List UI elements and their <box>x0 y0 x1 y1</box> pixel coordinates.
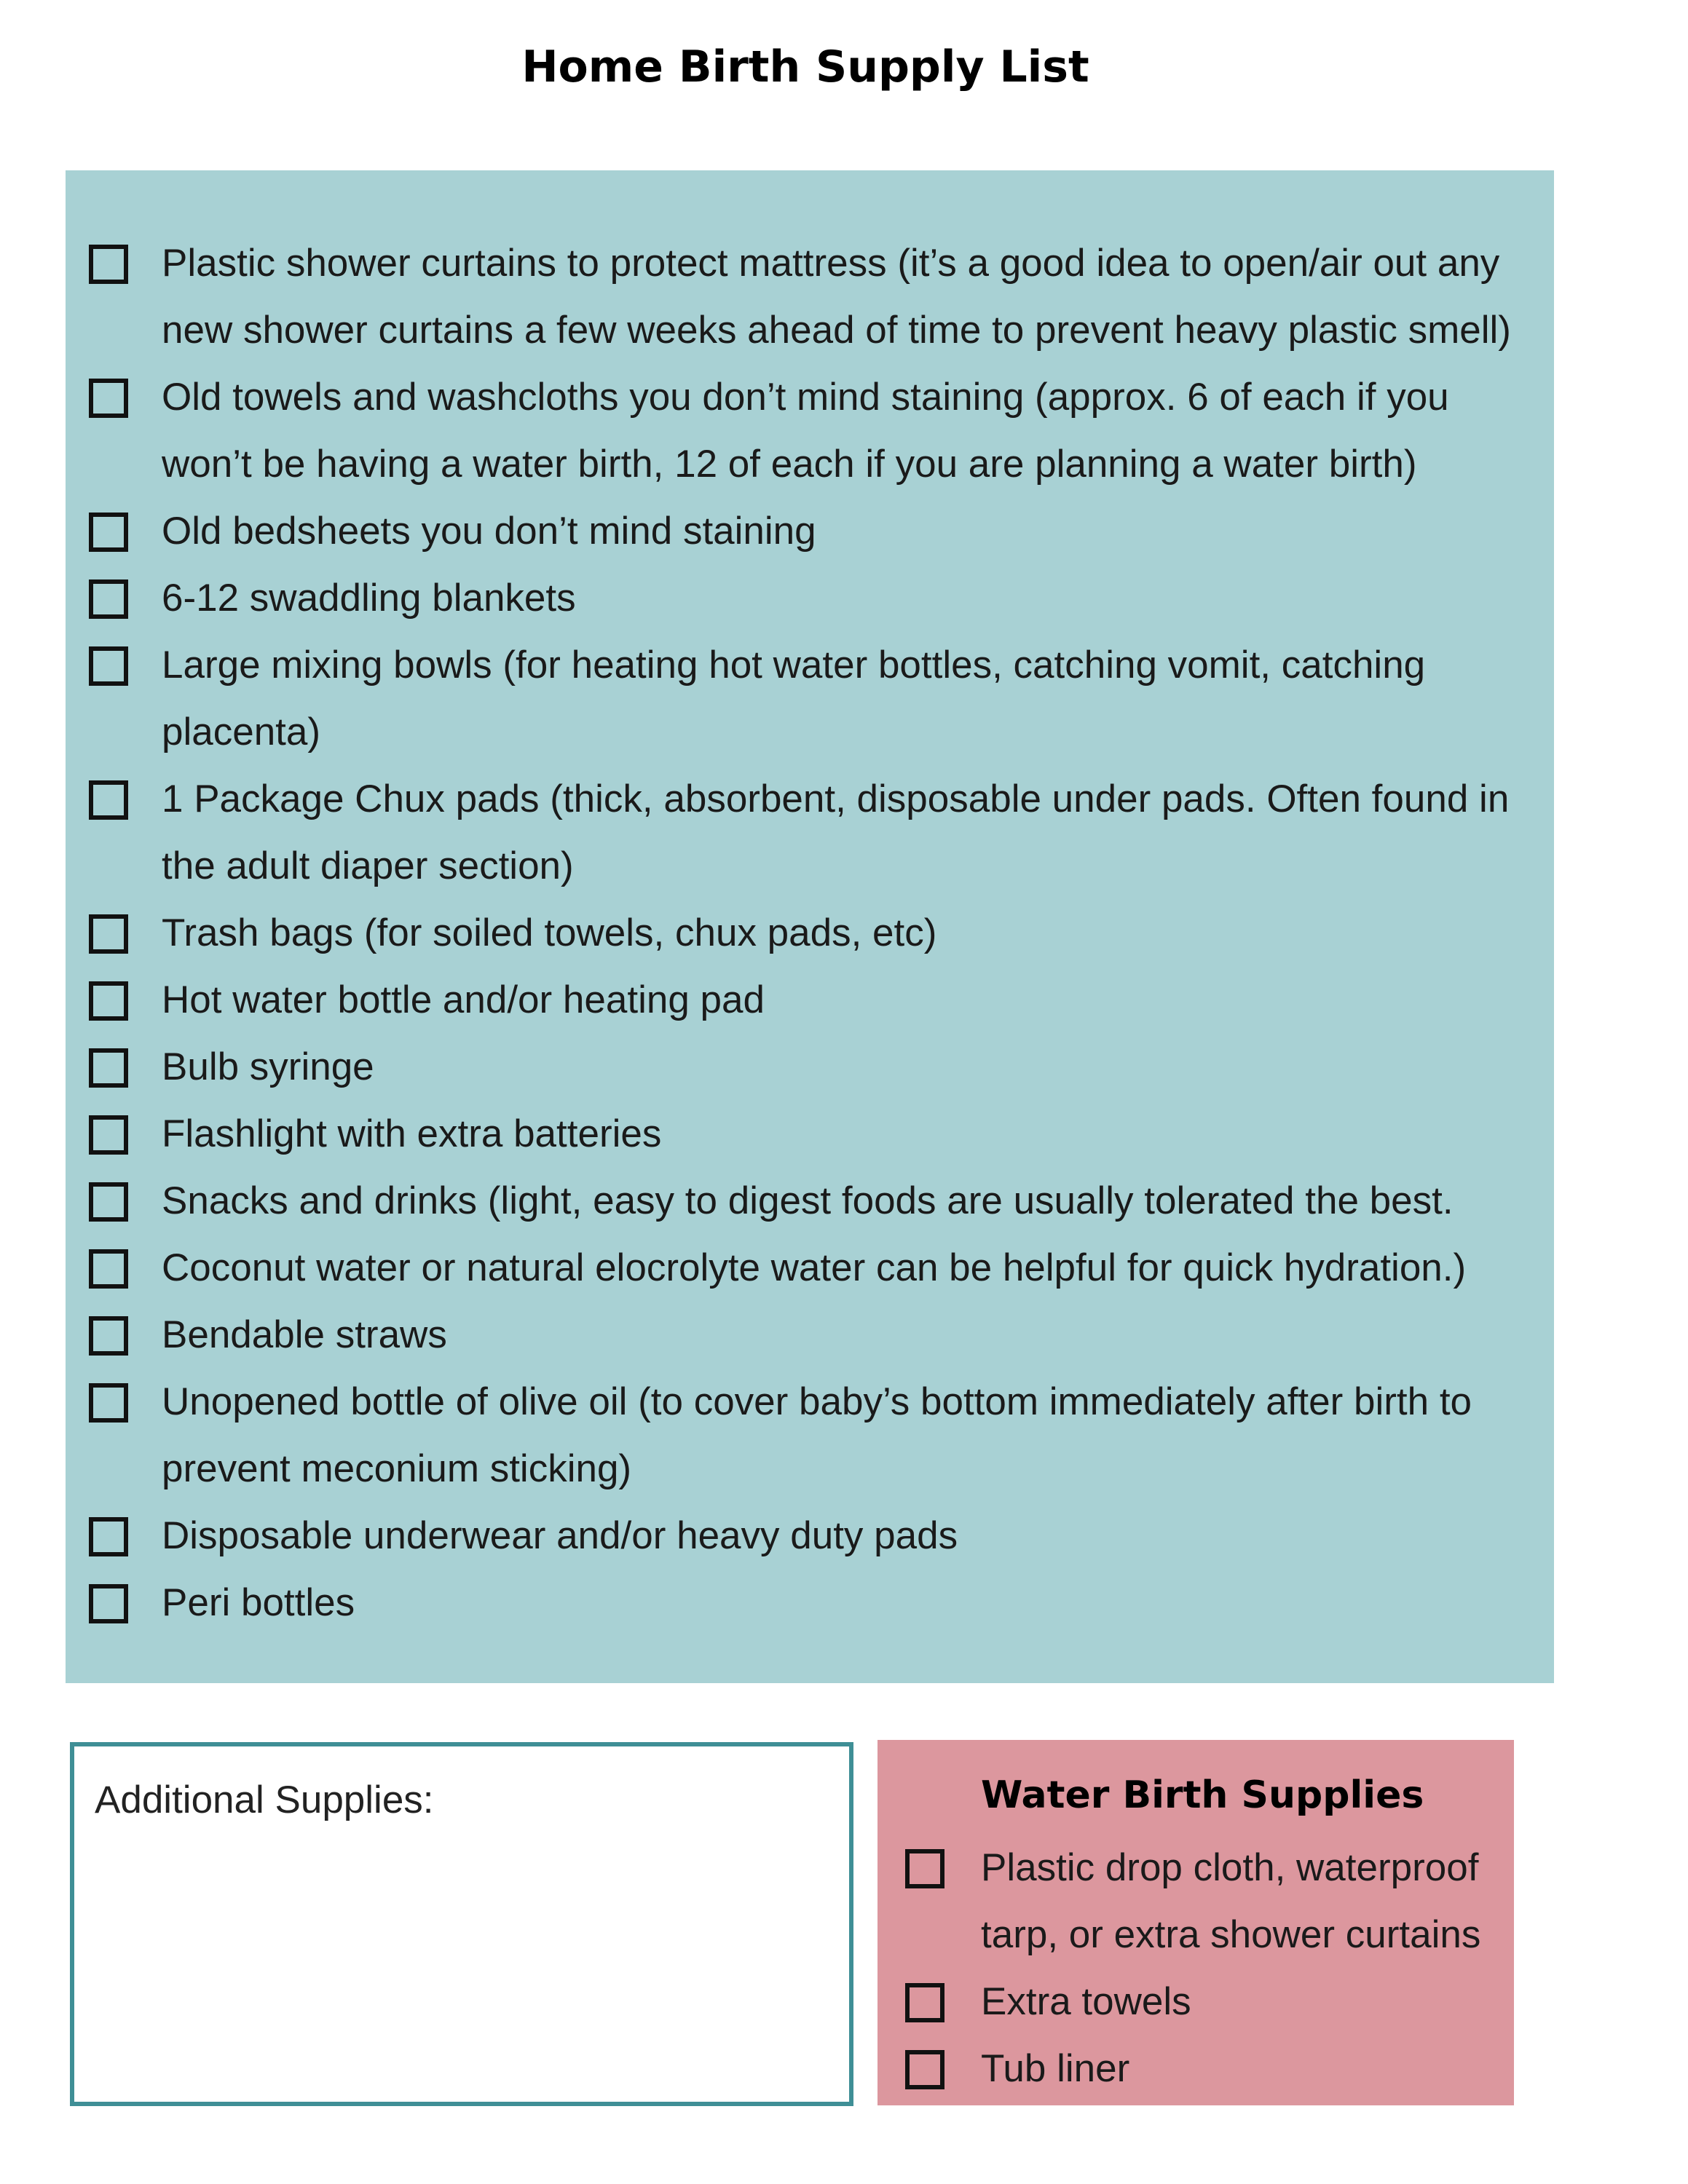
list-item <box>877 2035 1514 2102</box>
list-item <box>66 1168 1554 1235</box>
checkbox[interactable] <box>905 2050 944 2089</box>
checkbox[interactable] <box>89 981 128 1021</box>
list-item <box>66 900 1554 967</box>
checkbox[interactable] <box>89 780 128 820</box>
checkbox[interactable] <box>89 513 128 552</box>
list-item <box>66 766 1554 900</box>
item-label: Tub liner <box>981 2047 1130 2090</box>
checkbox[interactable] <box>89 1249 128 1289</box>
list-item <box>66 632 1554 766</box>
checkbox[interactable] <box>89 646 128 686</box>
additional-supplies-label: Additional Supplies: <box>95 1779 434 1821</box>
item-label: Trash bags (for soiled towels, chux pads, etc) <box>162 911 937 954</box>
list-item <box>66 1503 1554 1570</box>
list-item <box>66 1034 1554 1101</box>
checkbox[interactable] <box>89 379 128 418</box>
item-label: 6-12 swaddling blankets <box>162 577 576 620</box>
water-birth-panel <box>877 1740 1514 2105</box>
list-item <box>877 1969 1514 2035</box>
checkbox[interactable] <box>89 914 128 954</box>
list-item <box>66 967 1554 1034</box>
checkbox[interactable] <box>89 1182 128 1222</box>
water-birth-list <box>877 1835 1514 2102</box>
list-item <box>66 1570 1554 1637</box>
item-label: Extra towels <box>981 1980 1191 2023</box>
item-label: Old bedsheets you don’t mind staining <box>162 510 816 553</box>
item-label: Snacks and drinks (light, easy to digest foods are usually tolerated the best. <box>162 1179 1454 1222</box>
item-label: Plastic shower curtains to protect mattress (it’s a good idea to open/air out any new shower curtains a few weeks ahead of time to prevent heavy plastic smell) <box>162 242 1511 352</box>
list-item <box>877 1835 1514 1969</box>
checkbox[interactable] <box>89 1048 128 1088</box>
checkbox[interactable] <box>89 579 128 619</box>
main-supply-panel <box>66 170 1554 1683</box>
list-item <box>66 1369 1554 1503</box>
list-item <box>66 1302 1554 1369</box>
item-label: Bendable straws <box>162 1313 447 1356</box>
item-label: Unopened bottle of olive oil (to cover baby’s bottom immediately after birth to prevent meconium sticking) <box>162 1380 1472 1490</box>
item-label: Peri bottles <box>162 1581 355 1624</box>
checkbox[interactable] <box>89 245 128 284</box>
list-item <box>66 498 1554 565</box>
item-label: 1 Package Chux pads (thick, absorbent, disposable under pads. Often found in the adult diaper section) <box>162 778 1510 887</box>
list-item <box>66 364 1554 498</box>
item-label: Hot water bottle and/or heating pad <box>162 978 765 1021</box>
checkbox[interactable] <box>905 1983 944 2022</box>
item-label: Old towels and washcloths you don’t mind staining (approx. 6 of each if you won’t be having a water birth, 12 of each if you are planning a water birth) <box>162 376 1449 486</box>
main-supply-list <box>66 230 1554 1637</box>
list-item <box>66 1235 1554 1302</box>
water-birth-title: Water Birth Supplies <box>981 1773 1424 1817</box>
item-label: Disposable underwear and/or heavy duty pads <box>162 1514 958 1557</box>
item-label: Large mixing bowls (for heating hot water bottles, catching vomit, catching placenta) <box>162 644 1426 753</box>
item-label: Coconut water or natural elocrolyte water can be helpful for quick hydration.) <box>162 1246 1467 1289</box>
list-item <box>66 565 1554 632</box>
checkbox[interactable] <box>89 1115 128 1155</box>
checkbox[interactable] <box>89 1316 128 1356</box>
item-label: Bulb syringe <box>162 1045 374 1088</box>
page-title: Home Birth Supply List <box>521 41 1089 92</box>
list-item <box>66 1101 1554 1168</box>
item-label: Plastic drop cloth, waterproof tarp, or extra shower curtains <box>981 1846 1481 1956</box>
item-label: Flashlight with extra batteries <box>162 1112 662 1155</box>
additional-supplies-box[interactable] <box>70 1742 853 2106</box>
list-item <box>66 230 1554 364</box>
checkbox[interactable] <box>89 1517 128 1556</box>
checkbox[interactable] <box>89 1584 128 1623</box>
checkbox[interactable] <box>905 1849 944 1888</box>
checkbox[interactable] <box>89 1383 128 1423</box>
